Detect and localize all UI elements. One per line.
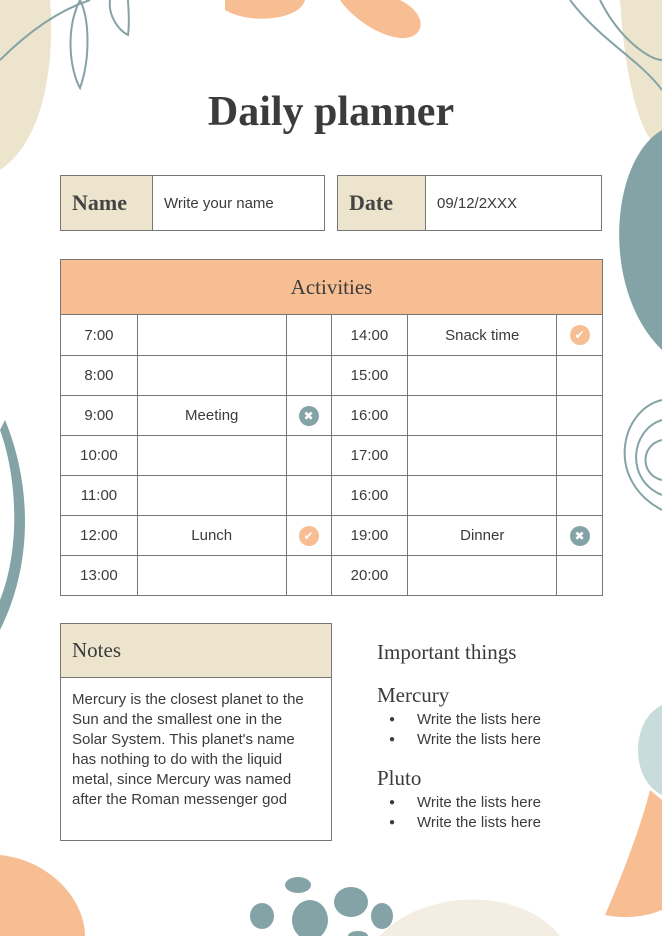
activity-cell[interactable] xyxy=(138,315,287,355)
table-row xyxy=(61,355,602,395)
time-cell: 9:00 xyxy=(61,396,138,435)
status-cell[interactable] xyxy=(557,436,602,475)
status-cell[interactable] xyxy=(557,556,602,595)
activity-cell[interactable]: Meeting xyxy=(138,396,287,435)
table-row xyxy=(61,395,602,435)
notes-box xyxy=(60,623,332,841)
list-item: ● Write the lists here xyxy=(377,813,617,833)
list-item: ● Write the lists here xyxy=(377,730,617,750)
activity-cell[interactable] xyxy=(408,476,557,515)
check-icon: ✔ xyxy=(570,325,590,345)
status-cell[interactable] xyxy=(287,516,332,555)
time-cell: 14:00 xyxy=(332,315,409,355)
date-label: Date xyxy=(338,176,426,230)
table-row xyxy=(61,315,602,355)
activity-cell[interactable] xyxy=(408,396,557,435)
cross-icon: ✖ xyxy=(299,406,319,426)
activity-cell[interactable]: Dinner xyxy=(408,516,557,555)
list-item: ● Write the lists here xyxy=(377,793,617,813)
time-cell: 13:00 xyxy=(61,556,138,595)
status-cell[interactable] xyxy=(287,476,332,515)
check-icon: ✔ xyxy=(299,526,319,546)
time-cell: 11:00 xyxy=(61,476,138,515)
status-cell[interactable] xyxy=(287,356,332,395)
status-cell[interactable] xyxy=(557,516,602,555)
table-row xyxy=(61,475,602,515)
status-cell[interactable] xyxy=(287,556,332,595)
activity-cell[interactable] xyxy=(138,436,287,475)
activity-cell[interactable] xyxy=(408,436,557,475)
activity-cell[interactable]: Snack time xyxy=(408,315,557,355)
activities-table xyxy=(60,259,603,596)
group-title: Mercury xyxy=(377,683,450,707)
time-cell: 17:00 xyxy=(332,436,409,475)
group-title: Pluto xyxy=(377,766,422,790)
status-cell[interactable] xyxy=(557,356,602,395)
page-title: Daily planner xyxy=(207,89,455,135)
list xyxy=(377,793,617,833)
status-cell[interactable] xyxy=(287,436,332,475)
notes-text[interactable]: Mercury is the closest planet to the Sun and the smallest one in the Solar System. This planet's name has nothing to do with the liquid metal, since Mercury was named after the Roman messenger god xyxy=(72,691,304,808)
activities-header: Activities xyxy=(61,260,602,315)
name-input[interactable]: Write your name xyxy=(164,194,274,212)
time-cell: 16:00 xyxy=(332,476,409,515)
status-cell[interactable] xyxy=(557,315,602,355)
status-cell[interactable] xyxy=(287,315,332,355)
cross-icon: ✖ xyxy=(570,526,590,546)
time-cell: 8:00 xyxy=(61,356,138,395)
activity-cell[interactable] xyxy=(408,556,557,595)
status-cell[interactable] xyxy=(557,476,602,515)
time-cell: 19:00 xyxy=(332,516,409,555)
important-things xyxy=(377,640,617,849)
time-cell: 12:00 xyxy=(61,516,138,555)
table-row xyxy=(61,555,602,595)
activity-cell[interactable] xyxy=(138,556,287,595)
table-row xyxy=(61,515,602,555)
important-title: Important things xyxy=(377,640,517,664)
name-label: Name xyxy=(61,176,153,230)
activity-cell[interactable] xyxy=(138,356,287,395)
table-row xyxy=(61,435,602,475)
status-cell[interactable] xyxy=(287,396,332,435)
activity-cell[interactable]: Lunch xyxy=(138,516,287,555)
date-field xyxy=(337,175,602,231)
date-input[interactable]: 09/12/2XXX xyxy=(437,194,518,212)
notes-header: Notes xyxy=(61,624,331,678)
activity-cell[interactable] xyxy=(408,356,557,395)
time-cell: 16:00 xyxy=(332,396,409,435)
activity-cell[interactable] xyxy=(138,476,287,515)
name-field xyxy=(60,175,325,231)
time-cell: 15:00 xyxy=(332,356,409,395)
list-item: ● Write the lists here xyxy=(377,710,617,730)
status-cell[interactable] xyxy=(557,396,602,435)
time-cell: 10:00 xyxy=(61,436,138,475)
time-cell: 20:00 xyxy=(332,556,409,595)
list xyxy=(377,710,617,750)
time-cell: 7:00 xyxy=(61,315,138,355)
